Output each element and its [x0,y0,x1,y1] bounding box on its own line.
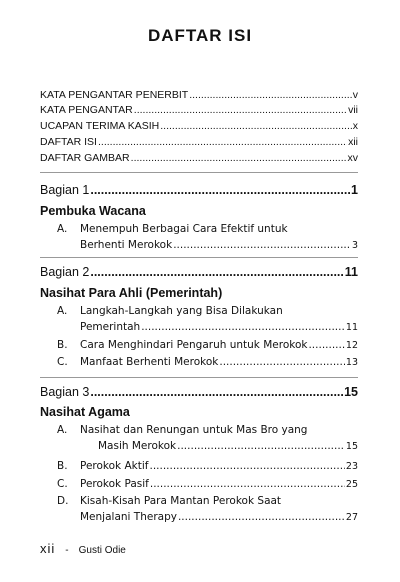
subentry-page-number: 23 [345,461,358,472]
chapter-page-number: 15 [344,385,358,399]
toc-subentry[interactable] [40,338,358,352]
subentry-page-number: 3 [351,240,358,251]
subentry-letter: A. [57,424,68,436]
page-folio: xii [40,541,56,556]
toc-subentry[interactable] [40,355,358,369]
subentry-page-number: 25 [345,479,358,490]
subentry-title: Menempuh Berbagai Cara Efektif untuk [80,223,288,235]
subentry-title-cont: Masih Merokok [98,440,177,452]
page-footer [40,541,126,556]
toc-subentry[interactable] [40,494,358,524]
section-title: Pembuka Wacana [40,204,146,218]
subentry-title: Langkah-Langkah yang Bisa Dilakukan [80,305,283,317]
toc-page-number: xv [347,152,358,164]
author-name: Gusti Odie [78,545,126,556]
chapter-label: Bagian 3 [40,385,90,399]
toc-label: KATA PENGANTAR PENERBIT [40,89,189,101]
subentry-title: Manfaat Berhenti Merokok [80,356,219,368]
toc-entry[interactable] [40,103,358,117]
chapter-heading[interactable] [40,264,358,280]
subentry-page-number: 11 [345,322,358,333]
page-title: DAFTAR ISI [147,26,253,45]
section-title: Nasihat Para Ahli (Pemerintah) [40,286,223,300]
subentry-letter: A. [57,305,68,317]
subentry-letter: D. [57,495,69,507]
subentry-title-cont: Pemerintah [80,321,141,333]
footer-separator: - [65,545,69,556]
subentry-title: Cara Menghindari Pengaruh untuk Merokok [80,339,308,351]
subentry-letter: C. [57,356,68,368]
subentry-page-number: 27 [345,512,358,523]
section-title: Nasihat Agama [40,405,130,419]
subentry-letter: B. [57,460,68,472]
toc-label: UCAPAN TERIMA KASIH [40,120,160,132]
toc-entry[interactable] [40,88,358,102]
subentry-title: Nasihat dan Renungan untuk Mas Bro yang [80,424,308,436]
toc-page-number: vii [348,104,358,116]
toc-page-number: xii [348,136,358,148]
subentry-letter: A. [57,223,68,235]
subentry-title: Kisah-Kisah Para Mantan Perokok Saat [80,495,282,507]
chapter-heading[interactable] [40,182,358,198]
divider [40,377,358,378]
toc-label: DAFTAR GAMBAR [40,152,130,164]
divider [40,172,358,173]
divider [40,257,358,258]
chapter-label: Bagian 2 [40,265,90,279]
toc-subentry[interactable] [40,423,358,453]
subentry-title-cont: Menjalani Therapy [80,511,177,523]
subentry-title: Perokok Aktif [80,460,149,472]
chapter-label: Bagian 1 [40,183,90,197]
subentry-letter: B. [57,339,68,351]
toc-entry[interactable] [40,119,358,133]
chapter-heading[interactable] [40,384,358,400]
toc-subentry[interactable] [40,459,358,473]
subentry-page-number: 13 [345,357,358,368]
toc-label: KATA PENGANTAR [40,104,133,116]
subentry-page-number: 15 [345,441,358,452]
toc-subentry[interactable] [40,222,358,252]
toc-label: DAFTAR ISI [40,136,97,148]
subentry-title-cont: Berhenti Merokok [80,239,173,251]
chapter-page-number: 11 [344,265,358,279]
toc-subentry[interactable] [40,304,358,334]
subentry-page-number: 12 [345,340,358,351]
toc-entry[interactable] [40,135,358,149]
subentry-letter: C. [57,478,68,490]
chapter-page-number: 1 [351,183,358,197]
toc-entry[interactable] [40,151,358,165]
toc-page-number: x [352,120,358,132]
toc-subentry[interactable] [40,477,358,491]
toc-page-number: v [352,89,358,101]
subentry-title: Perokok Pasif [80,478,149,490]
